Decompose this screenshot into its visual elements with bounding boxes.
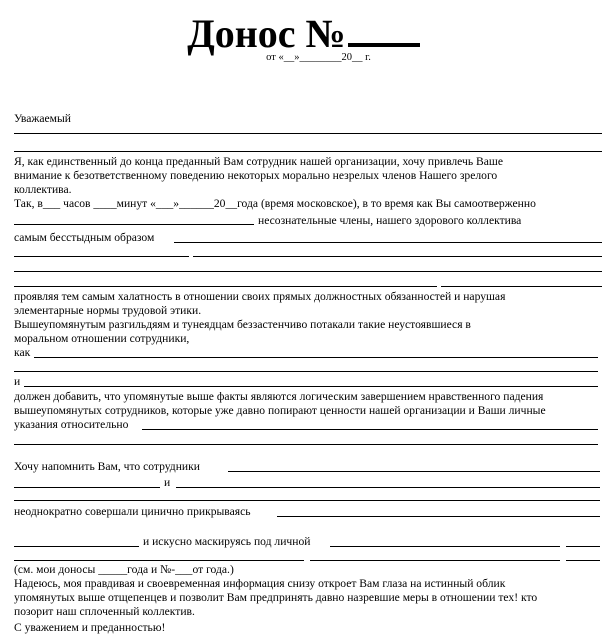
fill-line [228,471,600,472]
number-blank [348,13,420,47]
fill-line [14,133,602,134]
time-line: Так, в___ часов ____минут «___»______20__года (время московское), в то время как Вы самоотверженно [14,197,536,210]
addition-line: должен добавить, что упомянутые выше факты являются логическим завершением нравственного падения [14,390,544,403]
fill-line [14,271,602,272]
paragraph-line: коллектива. [14,183,72,196]
fill-line [277,516,600,517]
fill-line [310,560,560,561]
closing-line: позорит наш сплоченный коллектив. [14,605,195,618]
fill-line [174,242,602,243]
fill-line [441,286,602,287]
kak-text: как [14,346,31,359]
paragraph-line: внимание к безответственному поведению некоторых морально незрелых членов Нашего зрелого [14,169,498,182]
i-text: и [14,375,21,388]
closing-line: упомянутых выше отщепенцев и позволит Вам предпринять давно назревшие меры в отношении тех! кто [14,591,538,604]
i-text: и [164,476,171,489]
fill-line [34,357,598,358]
cynical-text: неоднократно совершали цинично прикрываясь [14,505,251,518]
fill-line [14,444,598,445]
fill-line [566,546,600,547]
reference-text: (см. мои доносы _____года и №-___от года.) [14,563,234,576]
fill-line [14,546,139,547]
fill-line [142,429,598,430]
closing-line: Надеюсь, моя правдивая и своевременная информация снизу откроет Вам глаза на истинный облик [14,577,506,590]
fill-line [14,371,598,372]
fill-line [14,151,602,152]
slackers-line: Вышеупомянутым разгильдяям и тунеядцам беззастенчиво потакали такие неустоявшиеся в [14,318,471,331]
remind-text: Хочу напомнить Вам, что сотрудники [14,460,200,473]
fill-line [14,500,600,501]
slackers-line: моральном отношении сотрудники, [14,332,190,345]
salutation: Уважаемый [14,112,71,125]
signoff: С уважением и преданностью! [14,621,166,634]
document-title: Донос № [0,10,607,58]
fill-line [14,487,160,488]
document-date: от «__»________20__ г. [266,52,371,63]
addition-line: указания относительно [14,418,129,431]
fill-line [14,560,304,561]
fill-line [330,546,560,547]
fill-line [14,256,189,257]
paragraph-line: Я, как единственный до конца преданный Вам сотрудник нашей организации, хочу привлечь Ваше [14,155,504,168]
fill-line [566,560,600,561]
fill-line [14,224,254,225]
fill-line [176,487,600,488]
shameless-text: самым бесстыдным образом [14,231,155,244]
negligence-line: элементарные нормы трудовой этики. [14,304,202,317]
fill-line [24,386,598,387]
fill-line [14,286,437,287]
members-text: несознательные члены, нашего здорового коллектива [258,214,522,227]
negligence-line: проявляя тем самым халатность в отношении своих прямых должностных обязанностей и нарушая [14,290,506,303]
fill-line [193,256,602,257]
masking-text: и искусно маскируясь под личной [143,535,311,548]
addition-line: вышеупомянутых сотрудников, которые уже давно попирают ценности нашей организации и Ваши личные [14,404,546,417]
